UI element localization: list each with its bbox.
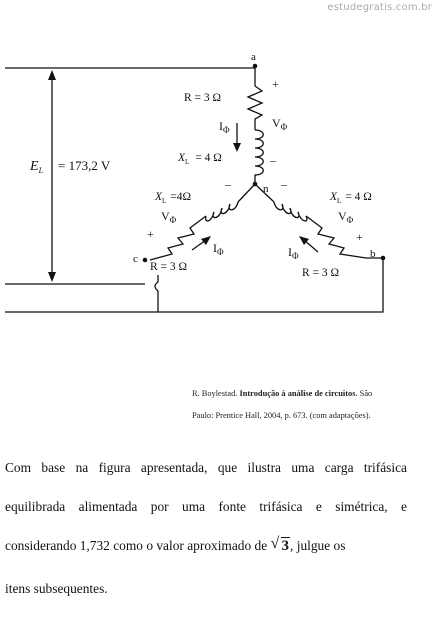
r-right-label: R = 3 Ω <box>302 267 340 279</box>
node-c-label: c <box>133 253 138 265</box>
el-arrow-head-top <box>48 70 56 80</box>
el-label: $E_L$ <box>30 159 44 175</box>
el-arrow-head-bottom <box>48 272 56 282</box>
r-top-label: R = 3 Ω <box>184 92 222 104</box>
xl-left-label: $X_L =4\Omega$ <box>155 191 192 205</box>
line-bottom-right <box>158 258 383 312</box>
node-n-label: n <box>263 183 269 195</box>
minus-c: – <box>225 177 231 191</box>
node-dot-b <box>381 256 386 261</box>
paragraph-line-1: Com base na figura apresentada, que ilustra uma carga trifásica <box>5 460 407 475</box>
xl-right-label: $X_L = 4$ Ω <box>330 191 372 205</box>
el-value: = 173,2 V <box>58 158 111 173</box>
xl-top-label: $X_L = 4$ Ω <box>178 152 222 166</box>
node-dot-a <box>253 64 258 69</box>
watermark: estudegratis.com.br <box>327 2 432 13</box>
iphi-c: $I_\Phi$ <box>213 241 224 257</box>
inductor-a <box>255 130 263 184</box>
paragraph-line-4: itens subsequentes. <box>5 581 108 596</box>
plus-c: + <box>147 227 154 241</box>
wire-n-c <box>238 184 255 202</box>
minus-b: – <box>281 177 287 191</box>
inductor-b <box>274 202 307 221</box>
paragraph-line-2: equilibrada alimentada por uma fonte trifásica e simétrica, e <box>5 499 407 514</box>
node-a-label: a <box>251 51 256 63</box>
reference-line-2: Paulo: Prentice Hall, 2004, p. 673. (com adaptações). <box>192 411 371 420</box>
resistor-c <box>150 216 206 260</box>
vphi-b: $V_\Phi$ <box>338 209 354 225</box>
inductor-c <box>206 202 238 221</box>
line-bottom <box>5 275 158 312</box>
node-b-label: b <box>370 248 376 260</box>
plus-b: + <box>356 230 363 244</box>
vphi-c: $V_\Phi$ <box>161 209 177 225</box>
node-dot-n <box>253 182 258 187</box>
paragraph-line-3: considerando 1,732 como o valor aproximado de √ 3, julgue os <box>5 535 346 554</box>
reference-line-1: R. Boylestad. Introdução à análise de circuitos. São <box>192 389 373 398</box>
minus-a: – <box>270 153 276 167</box>
plus-a: + <box>272 77 279 91</box>
iphi-b: $I_\Phi$ <box>288 245 299 261</box>
node-dot-c <box>143 258 148 263</box>
r-left-label: R = 3 Ω <box>150 261 188 273</box>
arrow-head-c <box>201 236 211 245</box>
sqrt-expression: √ 3 <box>270 535 290 554</box>
vphi-a: $V_\Phi$ <box>272 116 288 132</box>
resistor-a <box>248 86 262 130</box>
arrow-head-a <box>233 143 241 152</box>
iphi-a: $I_\Phi$ <box>219 119 230 135</box>
